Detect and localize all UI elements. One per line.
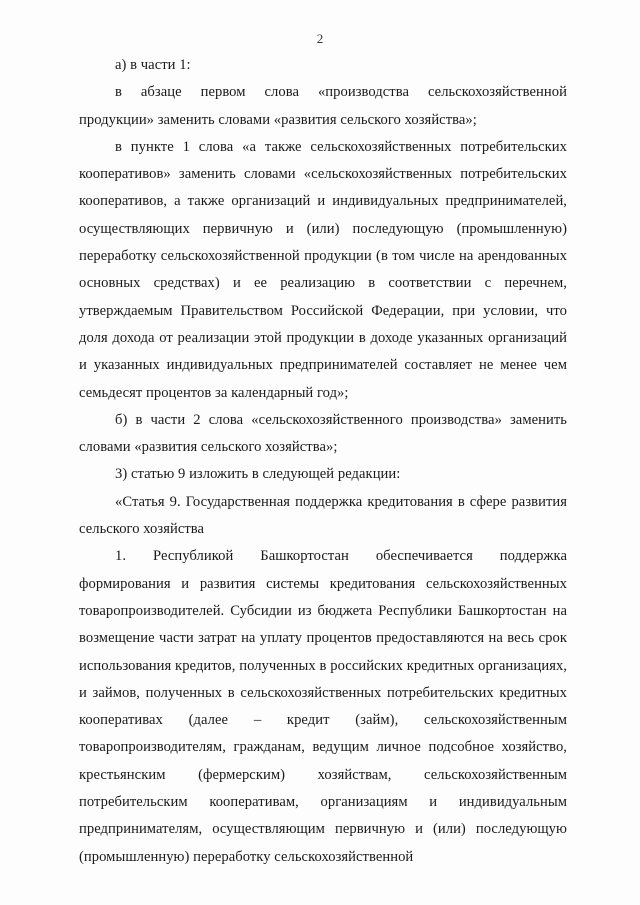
paragraph-part-1-intro: а) в части 1:	[115, 57, 191, 73]
paragraph-point-1: в пункте 1 слова «а также сельскохозяйственных потребительских кооперативов» заменить словами «сельскохозяйственных потребительских кооперативов, а также организаций и индивидуальных предпринимателей, осуществляющих первичную и (или) последующую (промышленную) переработку сельскохозяйственной продукции (в том числе на арендованных основных средствах) и ее реализацию в соответствии с перечнем, утверждаемым Правительством Российской Федерации, при условии, что доля дохода от реализации этой продукции в доходе указанных организаций и указанных индивидуальных предпринимателей составляет не менее чем семьдесят процентов за календарный год»;	[79, 138, 567, 401]
page-number: 2	[316, 31, 324, 46]
paragraph-first-abzac: в абзаце первом слова «производства сельскохозяйственной продукции» заменить словами «развития сельского хозяйства»;	[79, 84, 567, 128]
paragraph-part-2: б) в части 2 слова «сельскохозяйственного производства» заменить словами «развития сельского хозяйства»;	[79, 411, 567, 456]
article-9-heading: «Статья 9. Государственная поддержка кредитования в сфере развития сельского хозяйства	[79, 493, 567, 538]
document-body	[79, 52, 567, 871]
article-9-clause-1: 1. Республикой Башкортостан обеспечивается поддержка формирования и развития системы кредитования сельскохозяйственных товаропроизводителей. Субсидии из бюджета Республики Башкортостан на возмещение части затрат на уплату процентов предоставляются на весь срок использования кредитов, полученных в российских кредитных организациях, и займов, полученных в сельскохозяйственных потребительских кредитных кооперативах (далее – кредит (займ), сельскохозяйственным товаропроизводителям, гражданам, ведущим личное подсобное хозяйство, крестьянским (фермерским) хозяйствам, сельскохозяйственным потребительским кооперативам, организациям и индивидуальным предпринимателям, осуществляющим первичную и (или) последующую (промышленную) переработку сельскохозяйственной	[79, 548, 567, 865]
paragraph-article-9-intro: 3) статью 9 изложить в следующей редакции:	[115, 466, 401, 483]
